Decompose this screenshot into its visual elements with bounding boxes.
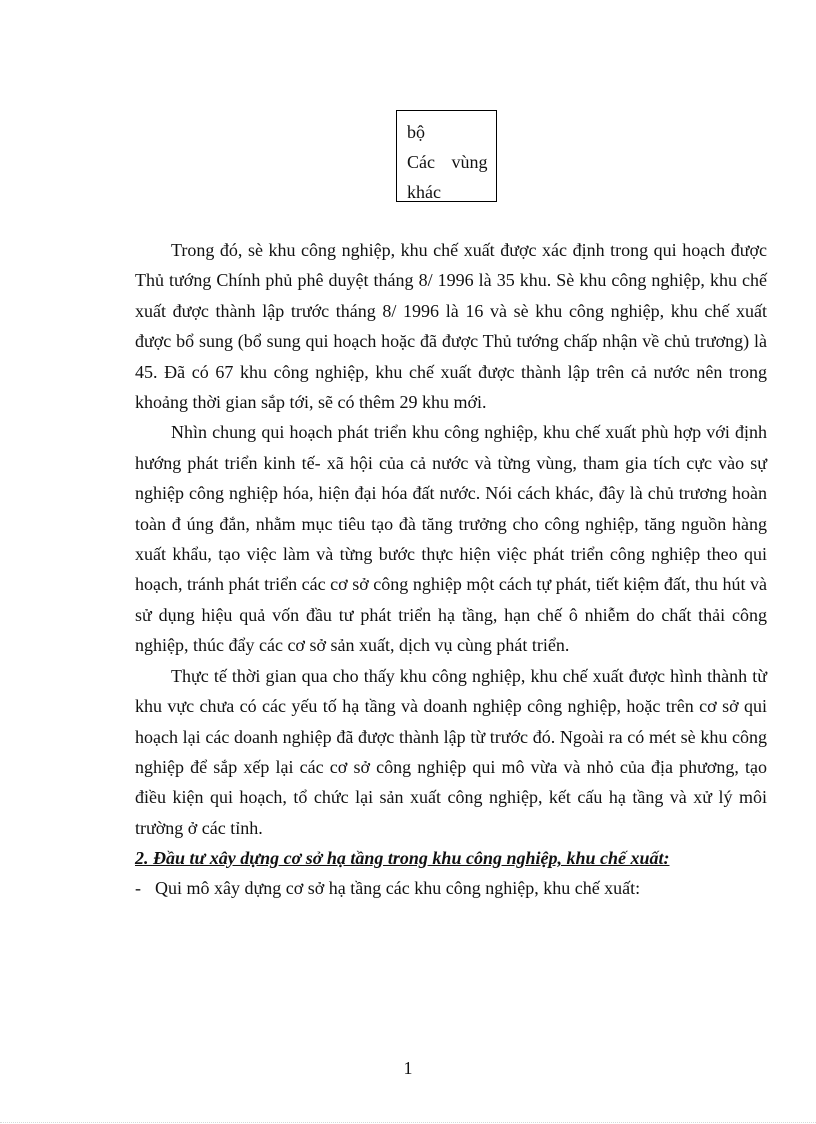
section-heading: 2. Đầu tư xây dựng cơ sở hạ tầng trong khu công nghiệp, khu chế xuất: [135, 848, 670, 869]
paragraph-zone-count: Trong đó, sè khu công nghiệp, khu chế xuất được xác định trong qui hoạch được Thủ tướng Chính phủ phê duyệt tháng 8/ 1996 là 35 khu. Sè khu công nghiệp, khu chế xuất được thành lập trước tháng 8/ 1996 là 16 và sè khu công nghiệp, khu chế xuất được bổ sung (bổ sung qui hoạch hoặc đã được Thủ tướng chấp nhận về chủ trương) là 45. Đã có 67 khu công nghiệp, khu chế xuất được thành lập trên cả nước nên trong khoảng thời gian sắp tới, sẽ có thêm 29 khu mới. [135, 240, 767, 413]
paragraph-practical-reality: Thực tế thời gian qua cho thấy khu công nghiệp, khu chế xuất được hình thành từ khu vực chưa có các yếu tố hạ tầng và doanh nghiệp công nghiệp, hoặc trên cơ sở qui hoạch lại các doanh nghiệp đã được thành lập từ trước đó. Ngoài ra có mét sè khu công nghiệp để sắp xếp lại các cơ sở công nghiệp qui mô vừa và nhỏ của địa phương, tạo điều kiện qui hoạch, tổ chức lại sản xuất công nghiệp, kết cấu hạ tầng và xử lý môi trường ở các tỉnh. [135, 665, 767, 838]
table-cell-line-2: Các vùng [407, 152, 488, 172]
bullet-marker: - [135, 878, 141, 899]
bullet-text: Qui mô xây dựng cơ sở hạ tầng các khu công nghiệp, khu chế xuất: [155, 878, 641, 899]
page-number: 1 [403, 1058, 413, 1078]
table-cell-fragment [396, 110, 497, 202]
paragraph-planning-overview: Nhìn chung qui hoạch phát triển khu công nghiệp, khu chế xuất phù hợp với định hướng phát triển kinh tế- xã hội của cả nước và từng vùng, tham gia tích cực vào sự nghiệp công nghiệp hóa, hiện đại hóa đất nước. Nói cách khác, đây là chủ trương hoàn toàn đ úng đắn, nhằm mục tiêu tạo đà tăng trưởng cho công nghiệp, tăng nguồn hàng xuất khẩu, tạo việc làm và từng bước thực hiện việc phát triển công nghiệp theo qui hoạch, tránh phát triển các cơ sở công nghiệp một cách tự phát, tiết kiệm đất, thu hút và sử dụng hiệu quả vốn đầu tư phát triển hạ tầng, hạn chế ô nhiễm do chất thải công nghiệp, thúc đẩy các cơ sở sản xuất, dịch vụ cùng phát triển. [135, 422, 767, 656]
document-body [135, 235, 767, 904]
table-cell-line-3: khác [407, 182, 441, 202]
bullet-item [135, 873, 767, 903]
table-cell-line-1: bộ [407, 122, 425, 142]
